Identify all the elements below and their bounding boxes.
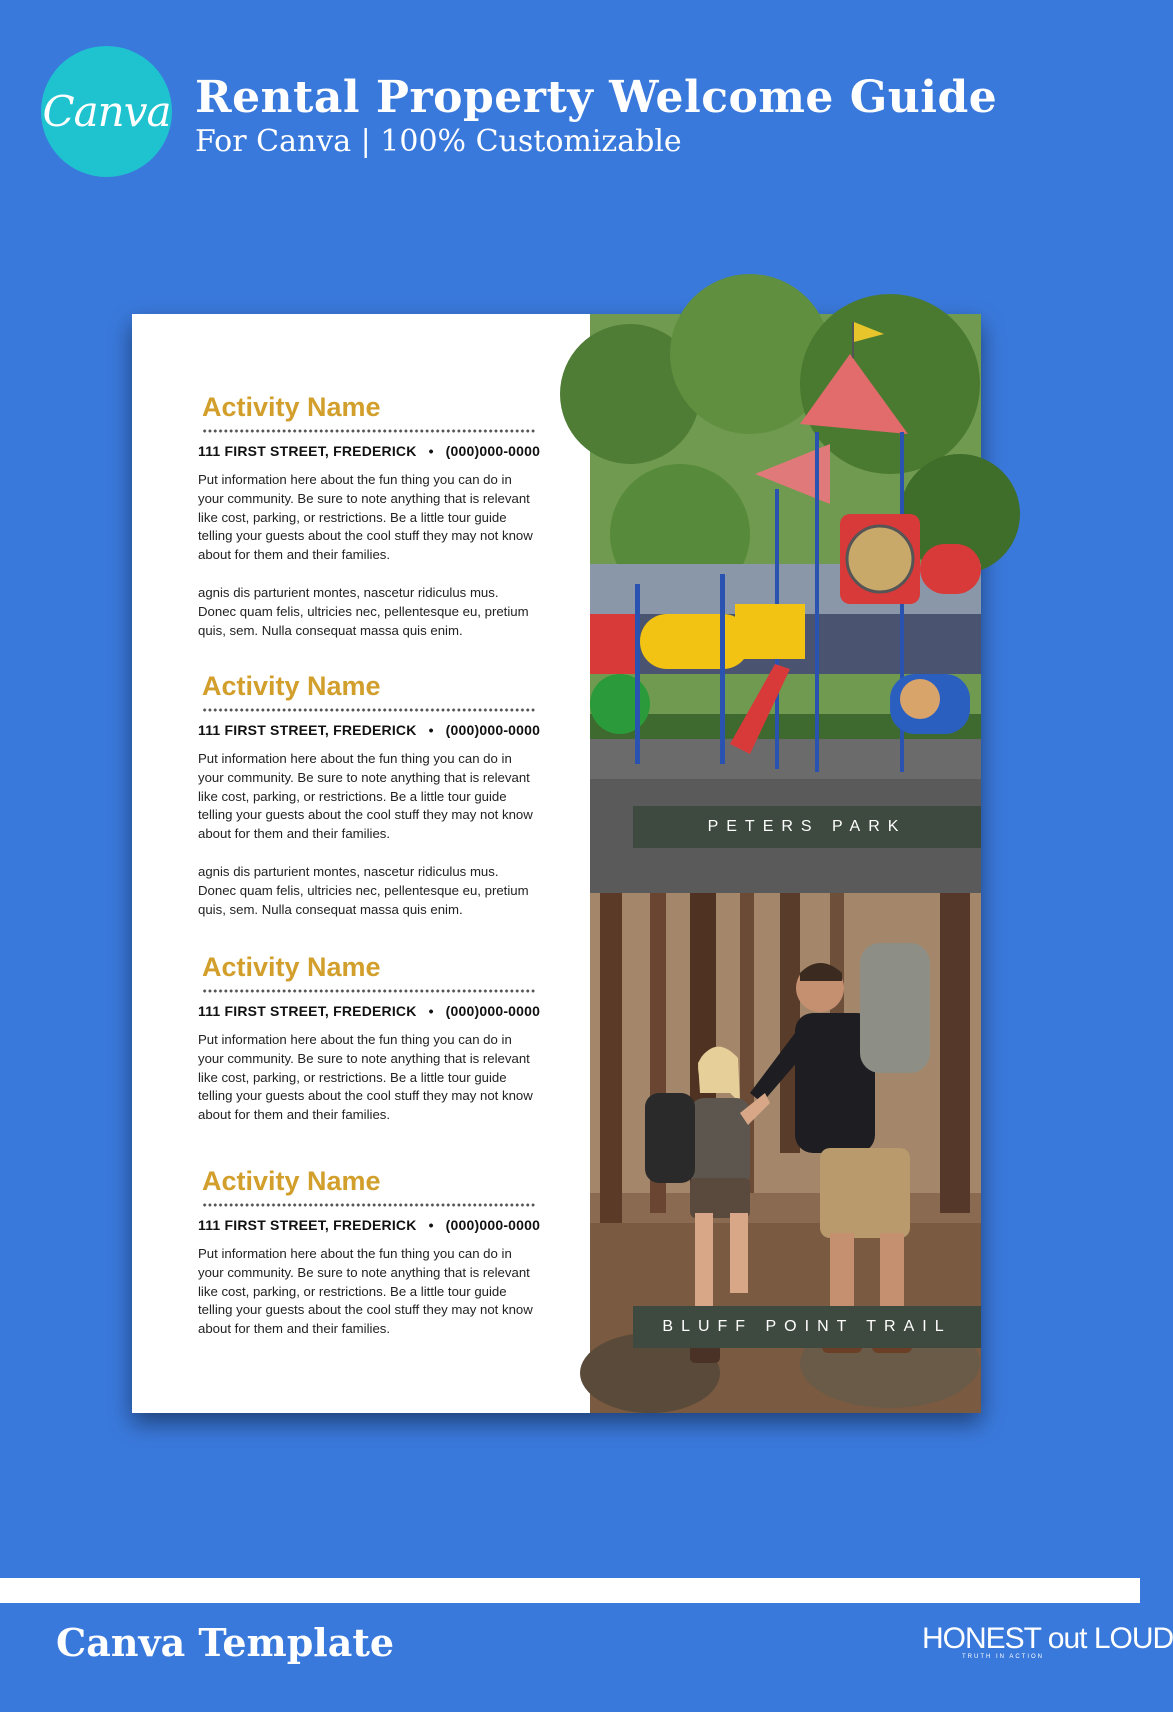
photo-caption: BLUFF POINT TRAIL <box>633 1306 981 1348</box>
activity-phone: (000)000-0000 <box>445 1003 541 1019</box>
bullet-separator: • <box>428 722 434 738</box>
activity-address-line <box>198 1217 541 1233</box>
activity-block <box>198 951 541 1125</box>
activity-address: 111 FIRST STREET, FREDERICK <box>198 722 417 738</box>
footer-divider <box>0 1578 1140 1602</box>
activity-name: Activity Name <box>202 671 381 701</box>
activity-description: Put information here about the fun thing you can do in your community. Be sure to note anything that is relevant like cost, parking, or restrictions. Be a little tour guide telling your guests about the cool stuff they may not know about for them and their families. <box>198 1246 533 1337</box>
photos-column <box>590 314 981 1413</box>
activity-phone: (000)000-0000 <box>445 722 541 738</box>
activity-address-line <box>198 443 541 459</box>
activity-address-line <box>198 722 541 738</box>
activity-address: 111 FIRST STREET, FREDERICK <box>198 443 417 459</box>
dotted-divider <box>202 429 536 433</box>
activity-extra-text: agnis dis parturient montes, nascetur ridiculus mus. Donec quam felis, ultricies nec, pellentesque eu, pretium quis, sem. Nulla consequat massa quis enim. <box>198 584 529 638</box>
activity-name: Activity Name <box>202 1166 381 1196</box>
activity-description: Put information here about the fun thing you can do in your community. Be sure to note anything that is relevant like cost, parking, or restrictions. Be a little tour guide telling your guests about the cool stuff they may not know about for them and their families. <box>198 751 533 842</box>
page-subtitle: For Canva | 100% Customizable <box>195 124 682 159</box>
activity-name: Activity Name <box>202 952 381 982</box>
activity-phone: (000)000-0000 <box>445 443 541 459</box>
bullet-separator: • <box>428 1003 434 1019</box>
activity-phone: (000)000-0000 <box>445 1217 541 1233</box>
activities-column <box>132 314 590 1413</box>
dotted-divider <box>202 1203 536 1207</box>
bullet-separator: • <box>428 443 434 459</box>
activity-extra-text: agnis dis parturient montes, nascetur ridiculus mus. Donec quam felis, ultricies nec, pellentesque eu, pretium quis, sem. Nulla consequat massa quis enim. <box>198 863 529 917</box>
activity-address-line <box>198 1003 541 1019</box>
footer-title: Canva Template <box>56 1620 395 1665</box>
activity-block <box>198 670 541 919</box>
page-title: Rental Property Welcome Guide <box>195 72 998 123</box>
bullet-separator: • <box>428 1217 434 1233</box>
activity-block <box>198 391 541 640</box>
dotted-divider <box>202 989 536 993</box>
activity-description: Put information here about the fun thing you can do in your community. Be sure to note anything that is relevant like cost, parking, or restrictions. Be a little tour guide telling your guests about the cool stuff they may not know about for them and their families. <box>198 1032 533 1123</box>
activity-name: Activity Name <box>202 392 381 422</box>
canva-logo <box>41 46 172 177</box>
hikers-photo <box>590 893 981 1413</box>
playground-photo <box>590 314 981 893</box>
activity-address: 111 FIRST STREET, FREDERICK <box>198 1217 417 1233</box>
header <box>0 0 1140 200</box>
brand-tagline: TRUTH IN ACTION <box>962 1654 1044 1660</box>
brand-name: HONEST out LOUD <box>922 1622 1173 1655</box>
activity-address: 111 FIRST STREET, FREDERICK <box>198 1003 417 1019</box>
photo-caption: PETERS PARK <box>633 806 981 848</box>
document-preview <box>132 314 981 1413</box>
canva-logo-text: Canva <box>42 87 171 136</box>
activity-description: Put information here about the fun thing you can do in your community. Be sure to note anything that is relevant like cost, parking, or restrictions. Be a little tour guide telling your guests about the cool stuff they may not know about for them and their families. <box>198 472 533 563</box>
activity-block <box>198 1165 541 1339</box>
brand-logo <box>922 1622 1173 1678</box>
dotted-divider <box>202 708 536 712</box>
